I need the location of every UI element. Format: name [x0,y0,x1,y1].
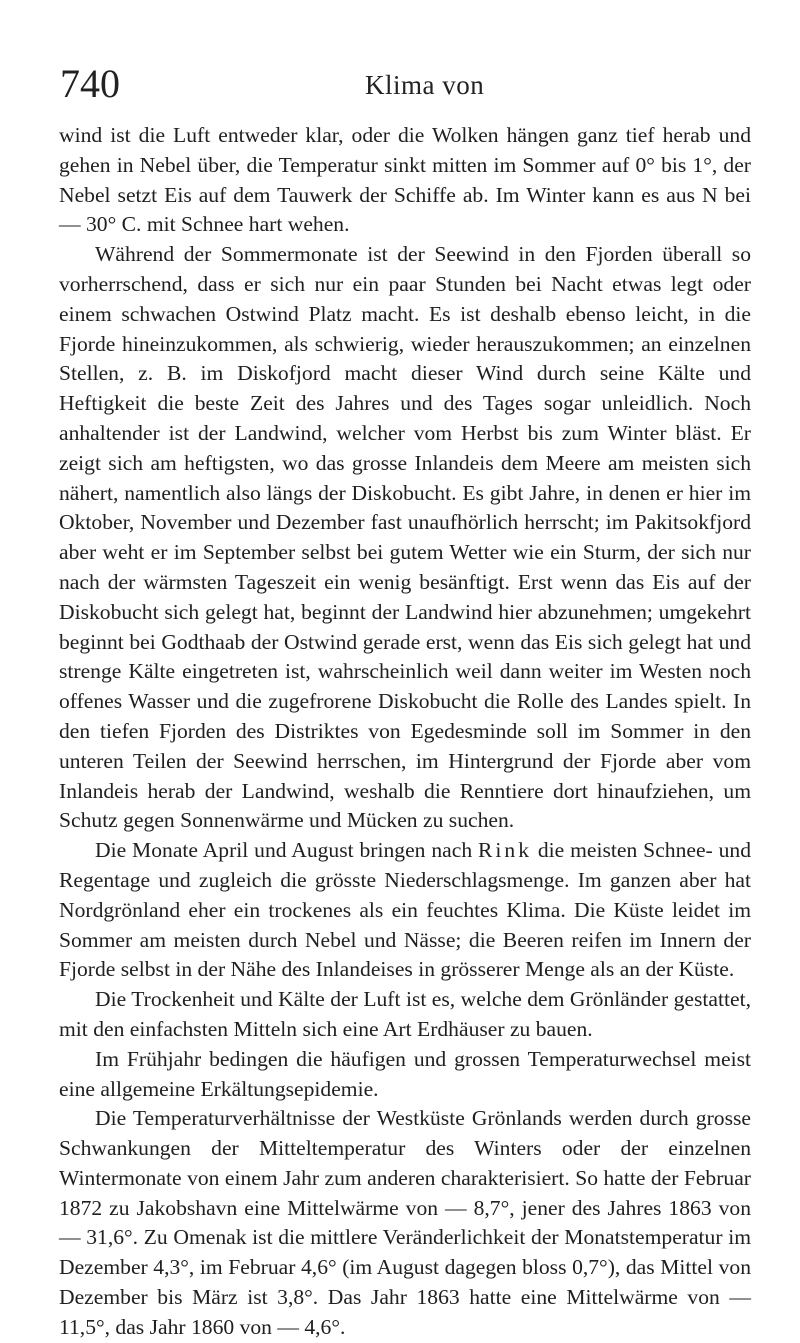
author-name: Rink [478,838,532,863]
running-title: Klima von [365,70,485,100]
page-number: 740 [60,61,120,106]
paragraph [59,1104,751,1342]
page-header [60,61,750,108]
paragraph-text: Während der Sommermonate ist der Seewind in den Fjorden überall so vorherrschend, dass er sich nur ein paar Stunden bei Nacht etwas legt oder einem schwachen Ostwind Platz macht. Es ist deshalb ebenso leicht, in die Fjorde hineinzukommen, als schwierig, wieder herauszukommen; an einzelnen Stellen, z. B. im Diskofjord macht dieser Wind durch seine Kälte und Heftigkeit die beste Zeit des Jahres und des Tages sogar unleidlich. Noch anhaltender ist der Landwind, welcher vom Herbst bis zum Winter bläst. Er zeigt sich am heftigsten, wo das grosse Inlandeis dem Meere am meisten sich nähert, namentlich also längs der Diskobucht. Es gibt Jahre, in denen er hier im Oktober, November und Dezember fast unaufhörlich herrscht; im Pakitsokfjord aber weht er im September selbst bei gutem Wetter wie ein Sturm, der sich nur nach der wärmsten Tageszeit ein wenig besänftigt. Erst wenn das Eis auf der Diskobucht sich gelegt hat, beginnt der Landwind hier abzunehmen; umgekehrt beginnt bei Godthaab der Ostwind gerade erst, wenn das Eis sich gelegt hat und strenge Kälte eingetreten ist, wahrscheinlich weil dann weiter im Westen noch offenes Wasser und die zugefrorene Diskobucht die Rolle des Landes spielt. In den tiefen Fjorden des Distriktes von Egedesminde soll im Sommer in den unteren Teilen der Seewind herrschen, im Hintergrund der Fjorde aber vom Inlandeis herab der Landwind, weshalb die Renntiere dort hinaufziehen, um Schutz gegen Sonnenwärme und Mücken zu suchen. [59,242,751,833]
paragraph [59,985,751,1045]
paragraph-text: Im Frühjahr bedingen die häufigen und grossen Temperaturwechsel meist eine allgemeine Erkältungsepidemie. [59,1046,751,1101]
paragraph [59,836,751,985]
body-text [59,121,751,1343]
paragraph-text: Die Temperaturverhältnisse der Westküste Grönlands werden durch grosse Schwankungen der Mitteltemperatur des Winters oder der einzelnen Wintermonate von einem Jahr zum anderen charakterisiert. So hatte der Februar 1872 zu Jakobshavn eine Mittelwärme von — 8,7°, jener des Jahres 1863 von — 31,6°. Zu Omenak ist die mittlere Veränderlichkeit der Monatstemperatur im Dezember 4,3°, im Februar 4,6° (im August dagegen bloss 0,7°), das Mittel von Dezember bis März ist 3,8°. Das Jahr 1863 hatte eine Mittelwärme von — 11,5°, das Jahr 1860 von — 4,6°. [59,1106,751,1339]
paragraph-text: Die Trockenheit und Kälte der Luft ist es, welche dem Grönländer gestattet, mit den einfachsten Mitteln sich eine Art Erdhäuser zu bauen. [59,987,751,1041]
paragraph-text: Die Monate April und August bringen nach [95,838,478,863]
paragraph [59,121,751,240]
paragraph [59,240,751,836]
paragraph-text: die meisten Schnee- und Regentage und zugleich die grösste Niederschlagsmenge. Im ganzen aber hat Nordgrönland eher ein trockenes als ein feuchtes Klima. Die Küste leidet im Sommer am meisten durch Nebel und Nässe; die Beeren reifen im Innern der Fjorde selbst in der Nähe des Inlandeises in grösserer Menge als an der Küste. [59,838,751,982]
paragraph-text: wind ist die Luft entweder klar, oder die Wolken hängen ganz tief herab und gehen in Nebel über, die Temperatur sinkt mitten im Sommer auf 0° bis 1°, der Nebel setzt Eis auf dem Tauwerk der Schiffe ab. Im Winter kann es aus N bei — 30° C. mit Schnee hart wehen. [59,123,751,237]
paragraph [59,1045,751,1105]
